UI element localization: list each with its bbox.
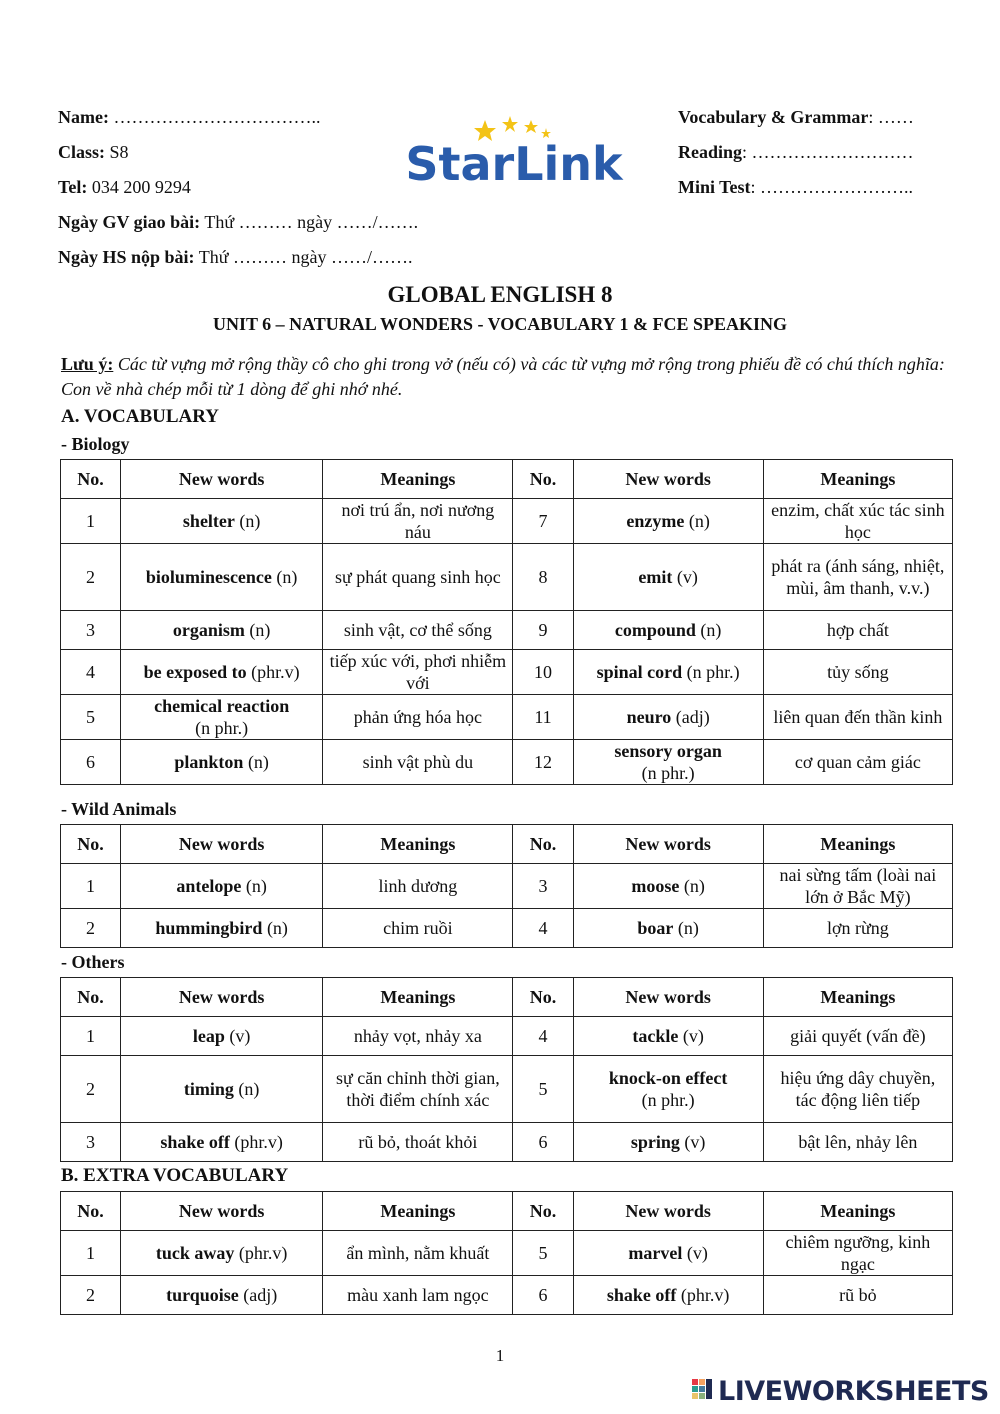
word-cell [573,740,763,785]
meaning-cell: phản ứng hóa học [323,695,513,740]
class-label: Class: [58,142,106,162]
word-cell [121,695,323,740]
word-cell [573,1276,763,1315]
col-header: Meanings [763,825,952,864]
part-of-speech: (n) [679,876,705,896]
word-cell [121,864,323,909]
word-cell [121,611,323,650]
word: spinal cord [596,662,683,682]
biology-table [60,459,953,785]
word: turquoise [166,1285,239,1305]
word-cell [573,1231,763,1276]
meaning-cell: liên quan đến thần kinh [763,695,952,740]
row-number: 5 [61,695,121,740]
part-of-speech: (n) [684,511,710,531]
part-of-speech: (n phr.) [682,662,740,682]
reading-label: Reading [678,142,743,162]
meaning-cell: sinh vật, cơ thể sống [323,611,513,650]
row-number: 4 [513,909,573,948]
note [61,352,961,402]
col-header: New words [121,978,323,1017]
meaning-cell: sự căn chỉnh thời gian, thời điểm chính xác [323,1056,513,1123]
part-of-speech: (n) [244,620,271,640]
word: plankton [174,752,244,772]
part-of-speech: (n) [695,620,722,640]
word: compound [614,620,696,640]
col-header: New words [573,825,763,864]
meaning-cell: linh dương [323,864,513,909]
word-cell [121,1231,323,1276]
meaning-cell: bật lên, nhảy lên [763,1123,952,1162]
table-row [61,1231,953,1276]
wild-animals-table [60,824,953,948]
meaning-cell: nhảy vọt, nhảy xa [323,1017,513,1056]
table-row [61,1017,953,1056]
hs-date-label: Ngày HS nộp bài: [58,247,195,267]
word: tuck away [155,1243,235,1263]
tel-label: Tel: [58,177,88,197]
word-cell [121,1056,323,1123]
class-line [58,141,129,163]
reading-line [678,141,914,163]
word-cell [121,1276,323,1315]
word: antelope [176,876,242,896]
col-header: No. [513,825,573,864]
word-cell [573,544,763,611]
col-header: Meanings [323,1192,513,1231]
row-number: 2 [61,544,121,611]
table-header-row [61,460,953,499]
meaning-cell: phát ra (ánh sáng, nhiệt, mùi, âm thanh, v.v.) [763,544,952,611]
extra-vocabulary-table [60,1191,953,1315]
gv-date-value: Thứ ……… ngày ……/……. [204,212,419,232]
col-header: New words [573,460,763,499]
part-of-speech: (n) [262,918,288,938]
name-label: Name: [58,107,109,127]
col-header: Meanings [323,978,513,1017]
word: boar [637,918,674,938]
part-of-speech: (n phr.) [641,1090,695,1110]
part-of-speech: (v) [682,1243,708,1263]
word: chemical reaction [154,696,290,716]
word-cell [121,1017,323,1056]
meaning-cell: chiêm ngưỡng, kinh ngạc [763,1231,952,1276]
word-cell [573,650,763,695]
part-of-speech: (n) [233,1079,260,1099]
logo-wordmark: StarLink [405,137,623,191]
table-row [61,1123,953,1162]
word: tackle [632,1026,679,1046]
word-cell [121,1123,323,1162]
meaning-cell: tủy sống [763,650,952,695]
table-row [61,909,953,948]
row-number: 6 [513,1276,573,1315]
part-of-speech: (n) [234,511,261,531]
row-number: 3 [61,611,121,650]
reading-value: : ……………………… [742,142,914,162]
mini-test-value: : …………………….. [750,177,914,197]
meaning-cell: rũ bỏ, thoát khỏi [323,1123,513,1162]
page-subtitle: UNIT 6 – NATURAL WONDERS - VOCABULARY 1 & FCE SPEAKING [212,314,788,334]
row-number: 2 [61,909,121,948]
part-of-speech: (phr.v) [676,1285,730,1305]
row-number: 9 [513,611,573,650]
col-header: No. [513,978,573,1017]
table-row [61,544,953,611]
meaning-cell: hiệu ứng dây chuyền, tác động liên tiếp [763,1056,952,1123]
row-number: 5 [513,1231,573,1276]
logo-star-icon [502,116,518,132]
others-table [60,977,953,1162]
part-of-speech: (adj) [238,1285,278,1305]
col-header: No. [61,978,121,1017]
row-number: 11 [513,695,573,740]
row-number: 1 [61,864,121,909]
col-header: New words [121,460,323,499]
row-number: 3 [61,1123,121,1162]
mini-test-line [678,176,913,198]
word: emit [638,567,673,587]
word-cell [573,499,763,544]
name-line [58,106,320,128]
vocab-grammar-line [678,106,914,128]
tel-value: 034 200 9294 [91,177,191,197]
gv-date-label: Ngày GV giao bài: [58,212,201,232]
word: timing [183,1079,234,1099]
meaning-cell: rũ bỏ [763,1276,952,1315]
gv-date-line [58,211,418,233]
col-header: New words [121,1192,323,1231]
col-header: No. [61,1192,121,1231]
others-heading: - Others [61,952,125,972]
col-header: Meanings [763,1192,952,1231]
note-text: Các từ vựng mở rộng thầy cô cho ghi trong vở (nếu có) và các từ vựng mở rộng trong phiếu đề có chú thích nghĩa: Con về nhà chép mỗi từ 1 dòng để ghi nhớ nhé. [61,354,945,399]
col-header: No. [61,825,121,864]
word: be exposed to [143,662,247,682]
meaning-cell: tiếp xúc với, phơi nhiễm với [323,650,513,695]
page-number: 1 [495,1346,505,1365]
table-header-row [61,1192,953,1231]
part-of-speech: (v) [672,567,698,587]
logo-star-icon [524,120,538,133]
meaning-cell: sinh vật phù du [323,740,513,785]
row-number: 2 [61,1276,121,1315]
row-number: 10 [513,650,573,695]
row-number: 1 [61,499,121,544]
word-cell [121,909,323,948]
liveworksheets-brand[interactable] [692,1374,989,1408]
row-number: 5 [513,1056,573,1123]
part-of-speech: (phr.v) [229,1132,283,1152]
liveworksheets-wordmark: LIVEWORKSHEETS [718,1375,989,1407]
wild-animals-heading: - Wild Animals [61,799,177,819]
word-cell [573,1056,763,1123]
meaning-cell: nai sừng tấm (loài nai lớn ở Bắc Mỹ) [763,864,952,909]
meaning-cell: nơi trú ẩn, nơi nương náu [323,499,513,544]
table-row [61,650,953,695]
meaning-cell: ẩn mình, nằm khuất [323,1231,513,1276]
row-number: 4 [61,650,121,695]
col-header: Meanings [763,460,952,499]
table-header-row [61,825,953,864]
row-number: 6 [61,740,121,785]
hs-date-value: Thứ ……… ngày ……/……. [198,247,413,267]
meaning-cell: cơ quan cảm giác [763,740,952,785]
word: shelter [182,511,235,531]
word-cell [573,909,763,948]
word-cell [573,1123,763,1162]
section-b-heading: B. EXTRA VOCABULARY [61,1165,289,1186]
row-number: 2 [61,1056,121,1123]
meaning-cell: hợp chất [763,611,952,650]
word: shake off [606,1285,677,1305]
row-number: 8 [513,544,573,611]
word: knock-on effect [608,1068,728,1088]
part-of-speech: (n) [241,876,267,896]
section-a-heading: A. VOCABULARY [61,406,220,427]
row-number: 6 [513,1123,573,1162]
table-row [61,740,953,785]
part-of-speech: (n phr.) [641,763,695,783]
word-cell [573,611,763,650]
word: hummingbird [155,918,263,938]
word-cell [121,544,323,611]
row-number: 1 [61,1017,121,1056]
meaning-cell: sự phát quang sinh học [323,544,513,611]
row-number: 4 [513,1017,573,1056]
word: leap [192,1026,225,1046]
word: shake off [160,1132,230,1152]
part-of-speech: (phr.v) [246,662,300,682]
page-title: GLOBAL ENGLISH 8 [387,282,613,307]
row-number: 1 [61,1231,121,1276]
meaning-cell: giải quyết (vấn đề) [763,1017,952,1056]
word: moose [631,876,680,896]
word-cell [573,1017,763,1056]
word: organism [172,620,245,640]
name-value: …………………………….. [113,107,321,127]
word-cell [121,650,323,695]
part-of-speech: (adj) [671,707,710,727]
note-label: Lưu ý: [61,354,114,374]
meaning-cell: lợn rừng [763,909,952,948]
word: enzyme [626,511,685,531]
col-header: No. [61,460,121,499]
meaning-cell: enzim, chất xúc tác sinh học [763,499,952,544]
table-header-row [61,978,953,1017]
col-header: Meanings [323,460,513,499]
table-row [61,864,953,909]
row-number: 12 [513,740,573,785]
table-row [61,1276,953,1315]
table-row [61,1056,953,1123]
part-of-speech: (n phr.) [195,718,249,738]
liveworksheets-logo-icon [692,1379,714,1403]
part-of-speech: (phr.v) [234,1243,288,1263]
word: marvel [628,1243,683,1263]
word: bioluminescence [145,567,272,587]
part-of-speech: (n) [243,752,269,772]
word-cell [573,695,763,740]
word: spring [630,1132,680,1152]
table-row [61,695,953,740]
starlink-logo [398,116,630,196]
tel-line [58,176,191,198]
meaning-cell: màu xanh lam ngọc [323,1276,513,1315]
meaning-cell: chim ruồi [323,909,513,948]
mini-test-label: Mini Test [678,177,751,197]
part-of-speech: (v) [224,1026,251,1046]
part-of-speech: (v) [678,1026,704,1046]
word: neuro [626,707,672,727]
biology-heading: - Biology [61,434,130,454]
hs-date-line [58,246,412,268]
col-header: New words [573,1192,763,1231]
part-of-speech: (v) [679,1132,706,1152]
col-header: No. [513,460,573,499]
vocab-grammar-label: Vocabulary & Grammar [678,107,869,127]
table-row [61,611,953,650]
word: sensory organ [614,741,722,761]
col-header: New words [573,978,763,1017]
word-cell [121,499,323,544]
col-header: New words [121,825,323,864]
row-number: 7 [513,499,573,544]
part-of-speech: (n) [673,918,699,938]
col-header: No. [513,1192,573,1231]
col-header: Meanings [323,825,513,864]
word-cell [573,864,763,909]
row-number: 3 [513,864,573,909]
class-value: S8 [109,142,129,162]
part-of-speech: (n) [271,567,298,587]
word-cell [121,740,323,785]
col-header: Meanings [763,978,952,1017]
vocab-grammar-value: : …… [868,107,914,127]
table-row [61,499,953,544]
